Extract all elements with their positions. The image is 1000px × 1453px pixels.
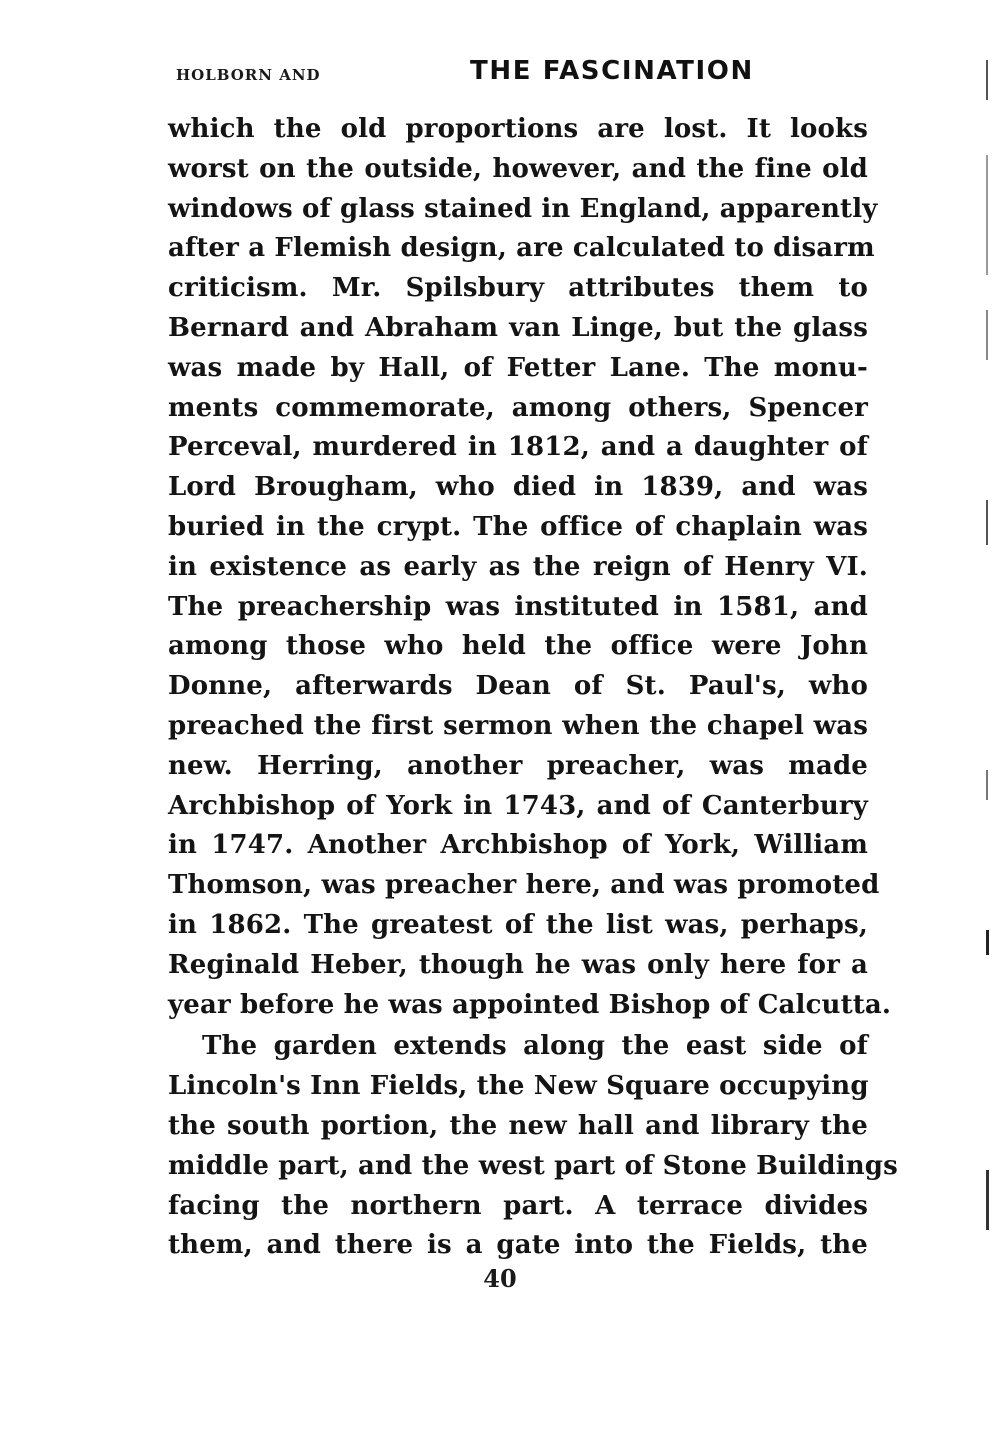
scan-mark bbox=[986, 310, 988, 360]
text-line: the south portion, the new hall and library the bbox=[168, 1110, 868, 1141]
paragraph-1 bbox=[168, 110, 892, 1025]
scan-mark bbox=[986, 930, 989, 955]
text-line: in existence as early as the reign of Henry VI. bbox=[168, 551, 868, 582]
text-line: buried in the crypt. The office of chaplain was bbox=[168, 511, 868, 542]
scan-mark bbox=[986, 60, 988, 100]
text-line: year before he was appointed Bishop of Calcutta. bbox=[168, 989, 892, 1020]
text-line: which the old proportions are lost. It looks bbox=[168, 114, 868, 144]
text-line: worst on the outside, however, and the fine old bbox=[168, 153, 868, 184]
scan-mark bbox=[986, 1170, 989, 1230]
paragraph-2 bbox=[168, 1027, 898, 1266]
text-line: Archbishop of York in 1743, and of Canterbury bbox=[168, 790, 868, 821]
text-line: The garden extends along the east side of bbox=[202, 1031, 868, 1062]
running-head-title: THE FASCINATION bbox=[470, 56, 754, 86]
text-line: middle part, and the west part of Stone Buildings bbox=[168, 1150, 898, 1181]
text-line: new. Herring, another preacher, was made bbox=[168, 750, 868, 781]
scan-mark bbox=[986, 155, 988, 275]
text-line: Bernard and Abraham van Linge, but the glass bbox=[168, 312, 868, 343]
text-line: was made by Hall, of Fetter Lane. The monu- bbox=[168, 352, 868, 383]
text-line: them, and there is a gate into the Fields, the bbox=[168, 1230, 868, 1261]
text-line: in 1862. The greatest of the list was, perhaps, bbox=[168, 909, 868, 940]
text-line: Lincoln's Inn Fields, the New Square occupying bbox=[168, 1071, 869, 1102]
text-line: Thomson, was preacher here, and was promoted bbox=[168, 870, 880, 901]
text-line: Lord Brougham, who died in 1839, and was bbox=[168, 472, 868, 503]
scan-mark bbox=[986, 770, 988, 800]
text-line: among those who held the office were John bbox=[168, 631, 868, 662]
running-head-left: HOLBORN AND bbox=[176, 66, 321, 84]
body-text bbox=[168, 110, 898, 1266]
text-line: The preachership was instituted in 1581, and bbox=[168, 591, 868, 622]
scan-mark bbox=[986, 500, 988, 545]
text-line: Perceval, murdered in 1812, and a daughter of bbox=[168, 432, 868, 463]
scan-edge-artifacts bbox=[984, 60, 990, 1240]
text-line: Donne, afterwards Dean of St. Paul's, who bbox=[168, 671, 868, 702]
text-line: preached the first sermon when the chapel was bbox=[168, 710, 868, 741]
text-line: windows of glass stained in England, apparently bbox=[168, 193, 878, 224]
text-line: in 1747. Another Archbishop of York, William bbox=[168, 830, 868, 861]
text-line: ments commemorate, among others, Spencer bbox=[168, 392, 868, 423]
text-line: after a Flemish design, are calculated to disarm bbox=[168, 233, 875, 264]
text-line: Reginald Heber, though he was only here for a bbox=[168, 949, 868, 980]
page-number: 40 bbox=[483, 1264, 517, 1293]
text-line: facing the northern part. A terrace divides bbox=[168, 1190, 868, 1221]
running-head bbox=[168, 56, 838, 96]
text-line: criticism. Mr. Spilsbury attributes them to bbox=[168, 273, 868, 304]
